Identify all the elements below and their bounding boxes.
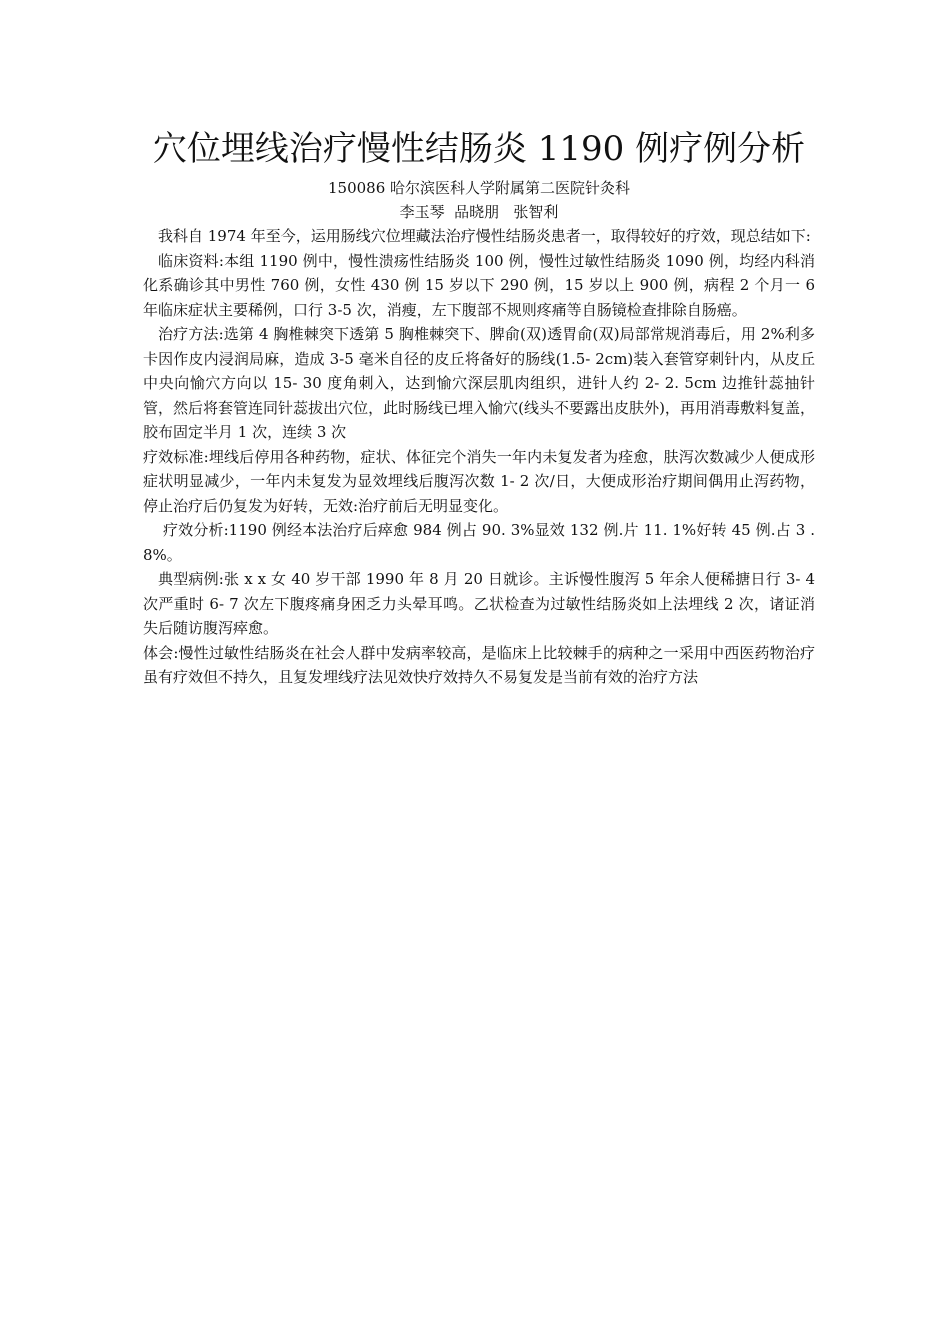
paragraph-summary: 体会:慢性过敏性结肠炎在社会人群中发病率较高，是临床上比较棘手的病种之一采用中西医药物治疗虽有疗效但不持久，且复发埋线疗法见效快疗效持久不易复发是当前有效的治疗方法 [143, 643, 815, 686]
paragraph-intro: 我科自 1974 年至今，运用肠线穴位埋藏法治疗慢性结肠炎患者一，取得较好的疗效，现总结如下: [158, 227, 811, 245]
paragraph-clinical-data: 临床资料:本组 1190 例中，慢性溃疡性结肠炎 100 例，慢性过敏性结肠炎 1090 例，均经内科消化系确诊其中男性 760 例，女性 430 例 15 岁以下 290 例，15 岁以上 900 例，病程 2 个月一 6 年临床症状主要稀例，口行 3-5 次，消瘦，左下腹部不规则疼痛等自肠镜检查排除自肠癌。 [143, 251, 815, 319]
paragraph-typical-case: 典型病例:张 x x 女 40 岁干部 1990 年 8 月 20 日就诊。主诉慢性腹泻 5 年余人便稀搪日行 3- 4 次严重时 6- 7 次左下腹疼痛身困乏力头晕耳鸣。乙状检查为过敏性结肠炎如上法埋线 2 次，诸证消失后随访腹泻瘁愈。 [143, 570, 815, 637]
authors: 李玉琴 品晓朋 张智利 [399, 203, 559, 221]
paragraph-efficacy-criteria: 疗效标准:埋线后停用各种药物，症状、体征完个消失一年内未复发者为痊愈，肤泻次数减少人便成形症状明显减少，一年内未复发为显效埋线后腹泻次数 1- 2 次/日，大便成形治疗期间偶用止泻药物，停止治疗后仍复发为好转，无效:治疗前后无明显变化。 [143, 447, 815, 515]
paragraph-efficacy-analysis: 疗效分析:1190 例经本法治疗后瘁愈 984 例占 90. 3%显效 132 例.片 11. 1%好转 45 例.占 3 .8%。 [143, 521, 815, 564]
article-title: 穴位埋线治疗慢性结肠炎 1190 例疗例分析 [152, 129, 806, 169]
affiliation: 150086 哈尔滨医科人学附属第二医院针灸科 [327, 179, 631, 197]
paragraph-treatment-method: 治疗方法:选第 4 胸椎棘突下透第 5 胸椎棘突下、脾俞(双)透胃俞(双)局部常规消毒后，用 2%利多卡因作皮内浸润局麻，造成 3-5 毫米自径的皮丘将备好的肠线(1.5- 2cm)装入套管穿刺针内，从皮丘中央向愉穴方向以 15- 30 度角刺入，达到愉穴深层肌肉组织，进针人约 2- 2. 5cm 边推针蕊抽针管，然后将套管连同针蕊拔出穴位，此时肠线已埋入愉穴(线头不要露出皮肤外)，再用消毒敷料复盖，胶布固定半月 1 次，连续 3 次 [143, 325, 815, 441]
document-page [143, 126, 815, 690]
